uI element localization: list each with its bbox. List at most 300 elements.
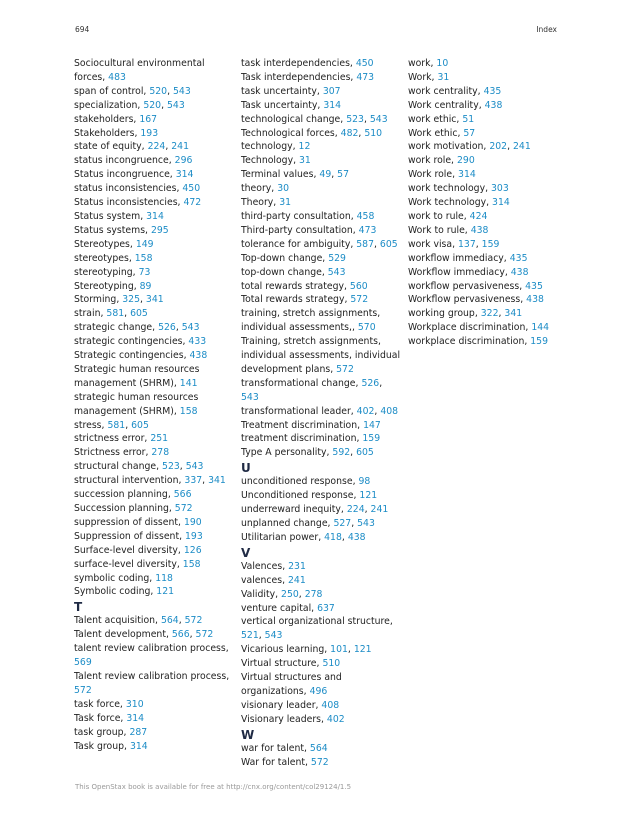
index-term: task uncertainty, [241,85,323,97]
index-entry [241,71,401,85]
index-entry [241,602,401,616]
page-link[interactable]: 149 [135,238,154,250]
page-link[interactable]: 521 [241,630,259,642]
index-term: stakeholders, [74,113,140,125]
page-link[interactable]: 159 [362,433,381,445]
index-entry [408,280,558,294]
page-link[interactable]: 278 [151,447,170,459]
page-link[interactable]: 303 [491,183,509,195]
index-term: theory, [241,183,278,195]
index-term: status incongruence, [74,155,175,167]
index-term: Valences, [241,560,289,572]
index-entry [74,363,234,391]
index-entry [408,321,558,335]
page-link[interactable]: 564 [309,742,328,754]
index-column-1 [74,57,234,753]
page-link[interactable]: 241 [287,574,306,586]
index-term: span of control, [74,85,150,97]
index-term: work visa, [408,238,458,250]
page-link[interactable]: 287 [129,726,148,738]
page-link[interactable]: 450 [182,183,201,195]
index-term: suppression of dissent, [74,516,184,528]
index-entry: stress, 581, 605 [74,419,149,431]
page-link[interactable]: 57 [463,127,476,139]
page-link[interactable]: 231 [288,560,306,572]
index-term: Status systems, [74,224,151,236]
page-link[interactable]: 337 [184,475,203,487]
index-term: War for talent, [241,756,311,768]
index-term: Visionary leaders, [241,713,327,725]
page-link[interactable]: 605 [131,419,149,431]
index-term: Work role, [408,169,459,181]
page-link[interactable]: 251 [150,433,169,445]
page-link[interactable]: 73 [138,266,151,278]
page-link[interactable]: 121 [353,644,372,656]
page-link[interactable]: 438 [470,224,489,236]
index-entry [408,154,558,168]
index-term: Training, stretch assignments, individual assessments, individual development plans, [241,336,401,375]
index-term: Work ethic, [408,127,464,139]
page-link[interactable]: 341 [504,308,523,320]
page-link[interactable]: 458 [356,210,375,222]
page-link[interactable]: 564 [160,615,179,627]
index-term: strategic change, [74,322,159,334]
page-link[interactable]: 483 [108,71,126,83]
page-link[interactable]: 158 [134,252,153,264]
index-term: Task force, [74,712,127,724]
index-term: work to rule, [408,210,470,222]
page-link[interactable]: 310 [125,698,144,710]
index-term: Unconditioned response, [241,490,360,502]
index-entry [408,266,558,280]
index-term: Status system, [74,210,147,222]
page-link[interactable]: 424 [469,210,488,222]
index-entry [74,712,234,726]
index-term: strictness error, [74,433,151,445]
page-link[interactable]: 572 [184,615,203,627]
index-term: Strictness error, [74,447,152,459]
index-term: transformational leader, [241,405,357,417]
page-link[interactable]: 543 [369,113,388,125]
page-link[interactable]: 290 [456,155,475,167]
index-term: work motivation, [408,141,490,153]
index-entry [241,196,401,210]
index-term: venture capital, [241,602,318,614]
index-entry: state of equity, 224, 241 [74,141,189,153]
page-link[interactable]: 224 [346,504,365,516]
page-link[interactable]: 572 [336,363,354,375]
page-link[interactable]: 605 [356,447,374,459]
page-link[interactable]: 543 [241,391,259,403]
index-entry: Terminal values, 49, 57 [241,169,350,181]
index-entry [74,488,234,502]
index-entry [74,502,234,516]
index-term: structural intervention, [74,475,185,487]
page-link[interactable]: 435 [525,280,543,292]
index-entry [408,182,558,196]
index-entry [241,293,401,307]
index-entry [408,71,558,85]
page-link[interactable]: 314 [146,210,164,222]
index-term: stereotyping, [74,266,139,278]
index-term: succession planning, [74,489,174,501]
index-term: Workflow immediacy, [408,266,511,278]
index-entry [74,391,234,419]
index-entry [74,585,234,599]
index-column-2 [241,57,401,770]
page-link[interactable]: 526 [158,322,176,334]
index-entry [74,127,234,141]
page-link[interactable]: 314 [323,99,342,111]
page-link[interactable]: 581 [106,308,125,320]
page-link[interactable]: 438 [510,266,529,278]
index-entry [241,713,401,727]
page-link[interactable]: 637 [317,602,335,614]
index-entry [74,642,234,670]
index-letter-heading: U [241,461,251,476]
page-link[interactable]: 520 [149,85,168,97]
index-term: total rewards strategy, [241,280,350,292]
page-link[interactable]: 510 [364,127,383,139]
index-entry [408,57,558,71]
index-term: Talent review calibration process, [74,670,230,682]
page-link[interactable]: 98 [358,476,371,488]
index-term: task interdependencies, [241,58,356,69]
page-link[interactable]: 438 [484,99,503,111]
page-link[interactable]: 241 [370,504,389,516]
page-link[interactable]: 472 [183,197,202,209]
page-link[interactable]: 158 [179,405,198,417]
index-entry: Talent development, 566, 572 [74,629,214,641]
index-term: status inconsistencies, [74,183,183,195]
index-entry: structural change, 523, 543 [74,461,204,473]
index-column-3 [408,57,558,349]
page-link[interactable]: 147 [363,419,381,431]
index-term: work centrality, [408,85,484,97]
page-link[interactable]: 473 [358,224,377,236]
index-entry [74,432,234,446]
index-term: Talent development, [74,629,172,641]
page-link[interactable]: 543 [167,99,185,111]
page-link[interactable]: 566 [171,629,190,641]
page-link[interactable]: 314 [458,169,476,181]
index-term: third-party consultation, [241,210,357,222]
page-link[interactable]: 121 [156,586,175,598]
index-term: specialization, [74,99,144,111]
page-link[interactable]: 408 [380,405,399,417]
page-link[interactable]: 572 [310,756,329,768]
index-term: work, [408,58,437,69]
page-link[interactable]: 322 [480,308,499,320]
index-entry [74,726,234,740]
index-term: Sociocultural environmental forces, [74,58,205,83]
page-link[interactable]: 543 [185,461,204,473]
page-link[interactable]: 137 [458,238,476,250]
page-link[interactable]: 408 [321,699,340,711]
page-link[interactable]: 438 [347,531,366,543]
index-entry: Validity, 250, 278 [241,588,323,600]
page-link[interactable]: 560 [349,280,368,292]
index-entry [74,572,234,586]
index-entry: transformational change, 526, 543 [241,377,383,403]
index-term: Virtual structures and organizations, [241,672,342,697]
page-link[interactable]: 118 [155,572,173,584]
index-entry [74,544,234,558]
page-link[interactable]: 190 [183,516,202,528]
page-link[interactable]: 57 [337,169,350,181]
index-term: strategic contingencies, [74,336,189,348]
page-link[interactable]: 159 [530,336,549,348]
index-term: Task uncertainty, [241,99,324,111]
index-term: state of equity, [74,141,148,153]
page-link[interactable]: 527 [333,518,352,529]
page-link[interactable]: 101 [330,644,348,656]
page-link[interactable]: 543 [264,630,283,642]
page-link[interactable]: 438 [526,294,544,306]
page-link[interactable]: 30 [277,183,290,195]
page-link[interactable]: 526 [361,377,380,389]
index-term: transformational change, [241,377,362,389]
page-link[interactable]: 314 [492,197,510,209]
index-entry: Storming, 325, 341 [74,294,164,306]
page-link[interactable]: 193 [185,530,203,542]
index-entry [408,252,558,266]
page-link[interactable]: 523 [346,113,364,125]
page-link[interactable]: 402 [326,713,345,725]
index-entry [241,140,401,154]
index-entry: vertical organizational structure, 521, 543 [241,616,393,642]
index-entry [241,307,401,335]
page-link[interactable]: 31 [299,155,311,167]
index-term: treatment discrimination, [241,433,363,445]
index-entry [408,127,558,141]
page-link[interactable]: 572 [74,684,92,696]
page-link[interactable]: 433 [188,336,207,348]
index-term: vertical organizational structure, [241,616,393,628]
index-term: Work to rule, [408,224,471,236]
page-link[interactable]: 241 [513,141,531,153]
page-link[interactable]: 482 [340,127,359,139]
index-entry [408,224,558,238]
index-entry [408,168,558,182]
index-term: Task interdependencies, [241,71,357,83]
page-link[interactable]: 510 [322,658,341,670]
index-entry: structural intervention, 337, 341 [74,475,226,487]
index-entry [241,182,401,196]
page-link[interactable]: 31 [279,197,292,209]
page-link[interactable]: 581 [107,419,126,431]
index-term: Work centrality, [408,99,485,111]
page-link[interactable]: 587 [356,238,374,250]
page-link[interactable]: 31 [437,71,450,83]
index-entry [241,266,401,280]
page-link[interactable]: 520 [143,99,162,111]
index-term: Strategic contingencies, [74,350,190,362]
page-link[interactable]: 473 [356,71,375,83]
index-entry: Talent acquisition, 564, 572 [74,615,203,627]
index-entry [241,57,401,71]
page-link[interactable]: 296 [174,155,193,167]
index-entry: strategic change, 526, 543 [74,322,200,334]
page-link[interactable]: 278 [304,588,323,600]
index-term: top-down change, [241,266,328,278]
index-term: Stereotypes, [74,238,136,250]
index-entry [74,740,234,754]
index-term: strategic human resources management (SHRM), [74,391,199,417]
index-term: technology, [241,141,299,153]
page-link[interactable]: 224 [147,141,166,153]
index-entry: Type A personality, 592, 605 [241,447,374,459]
index-term: Treatment discrimination, [241,419,364,431]
index-entry [241,574,401,588]
page-link[interactable]: 438 [189,350,208,362]
index-entry [241,335,401,377]
page-link[interactable]: 566 [173,489,192,501]
index-entry [241,699,401,713]
page-link[interactable]: 307 [322,85,341,97]
page-link[interactable]: 159 [481,238,500,250]
page-link[interactable]: 12 [298,141,311,153]
index-term: Succession planning, [74,503,175,514]
index-entry [408,196,558,210]
page-link[interactable]: 141 [179,377,198,389]
index-entry: Utilitarian power, 418, 438 [241,531,366,543]
page-link[interactable]: 435 [483,85,502,97]
page-link[interactable]: 572 [174,503,193,514]
index-term: task group, [74,726,130,738]
index-entry [74,252,234,266]
index-entry [241,432,401,446]
page-link[interactable]: 314 [126,712,145,724]
page-link[interactable]: 325 [122,294,140,306]
index-term: training, stretch assignments, individual assessments,, [241,308,381,334]
index-entry [408,113,558,127]
index-letter-heading: W [241,727,255,742]
index-term: Task group, [74,740,130,752]
page-link[interactable]: 402 [356,405,375,417]
index-term: Total rewards strategy, [241,294,351,306]
page-link[interactable]: 10 [436,58,449,69]
page-link[interactable]: 341 [145,294,164,306]
index-entry [74,182,234,196]
page-link[interactable]: 570 [357,322,376,334]
index-term: Vicarious learning, [241,644,331,656]
index-term: Talent acquisition, [74,615,161,627]
index-term: Workplace discrimination, [408,322,532,334]
index-entry [241,419,401,433]
index-entry [241,742,401,756]
index-term: workplace discrimination, [408,336,531,348]
page-link[interactable]: 193 [140,127,159,139]
page-link[interactable]: 167 [139,113,158,125]
index-term: Storming, [74,294,123,306]
page-link[interactable]: 121 [359,490,378,502]
index-term: Strategic human resources management (SHRM), [74,363,200,389]
index-term: Status inconsistencies, [74,197,184,209]
index-entry [408,293,558,307]
index-entry: specialization, 520, 543 [74,99,185,111]
page-link[interactable]: 295 [150,224,169,236]
page-link[interactable]: 592 [332,447,351,459]
page-link[interactable]: 605 [379,238,398,250]
page-link[interactable]: 605 [130,308,148,320]
index-term: workflow immediacy, [408,252,510,264]
index-entry [241,280,401,294]
index-term: unconditioned response, [241,476,359,488]
index-entry: working group, 322, 341 [408,308,523,320]
index-term: Third-party consultation, [241,224,359,236]
index-term: Surface-level diversity, [74,544,184,556]
page-link[interactable]: 435 [509,252,528,264]
index-term: stereotypes, [74,252,135,264]
page-link[interactable]: 569 [74,657,92,669]
page-link[interactable]: 49 [319,169,332,181]
index-entry [74,168,234,182]
index-entry [241,657,401,671]
page-link[interactable]: 496 [309,685,328,697]
index-entry [241,99,401,113]
index-entry: strain, 581, 605 [74,308,148,320]
page-link[interactable]: 144 [531,322,550,334]
index-entry [241,210,401,224]
index-term: stress, [74,419,108,431]
index-entry: unplanned change, 527, 543 [241,518,375,529]
page-link[interactable]: 523 [162,461,180,473]
index-term: Utilitarian power, [241,531,325,543]
index-entry [241,85,401,99]
page-link[interactable]: 314 [129,740,148,752]
index-term: Theory, [241,197,280,209]
index-term: Status incongruence, [74,169,176,181]
index-entry [241,154,401,168]
page-link[interactable]: 572 [350,294,369,306]
page-link[interactable]: 450 [355,58,374,69]
page-link[interactable]: 529 [328,252,346,264]
page-link[interactable]: 572 [195,629,214,641]
page-link[interactable]: 158 [182,558,201,570]
page-link[interactable]: 89 [139,280,152,292]
page-link[interactable]: 543 [173,85,191,97]
index-term: Stakeholders, [74,127,141,139]
page-link[interactable]: 126 [183,544,202,556]
page-link[interactable]: 543 [181,322,200,334]
page-link[interactable]: 51 [462,113,475,125]
index-term: Symbolic coding, [74,586,157,598]
index-entry [408,210,558,224]
index-term: Work technology, [408,197,493,209]
page-link[interactable]: 418 [324,531,342,543]
index-entry: tolerance for ambiguity, 587, 605 [241,238,398,250]
index-entry: Vicarious learning, 101, 121 [241,644,372,656]
index-term: Work, [408,71,438,83]
index-entry [74,558,234,572]
page-link[interactable]: 202 [489,141,508,153]
page-link[interactable]: 341 [208,475,226,487]
page-link[interactable]: 241 [171,141,189,153]
page-link[interactable]: 543 [357,518,375,529]
index-term: Technology, [241,155,299,167]
page-link[interactable]: 314 [175,169,194,181]
index-term: talent review calibration process, [74,643,229,655]
index-term: Suppression of dissent, [74,530,185,542]
index-entry [241,489,401,503]
index-entry [74,113,234,127]
index-term: Top-down change, [241,252,329,264]
index-entry [74,266,234,280]
page-link[interactable]: 250 [281,588,299,600]
index-entry [241,756,401,770]
page-link[interactable]: 543 [327,266,346,278]
